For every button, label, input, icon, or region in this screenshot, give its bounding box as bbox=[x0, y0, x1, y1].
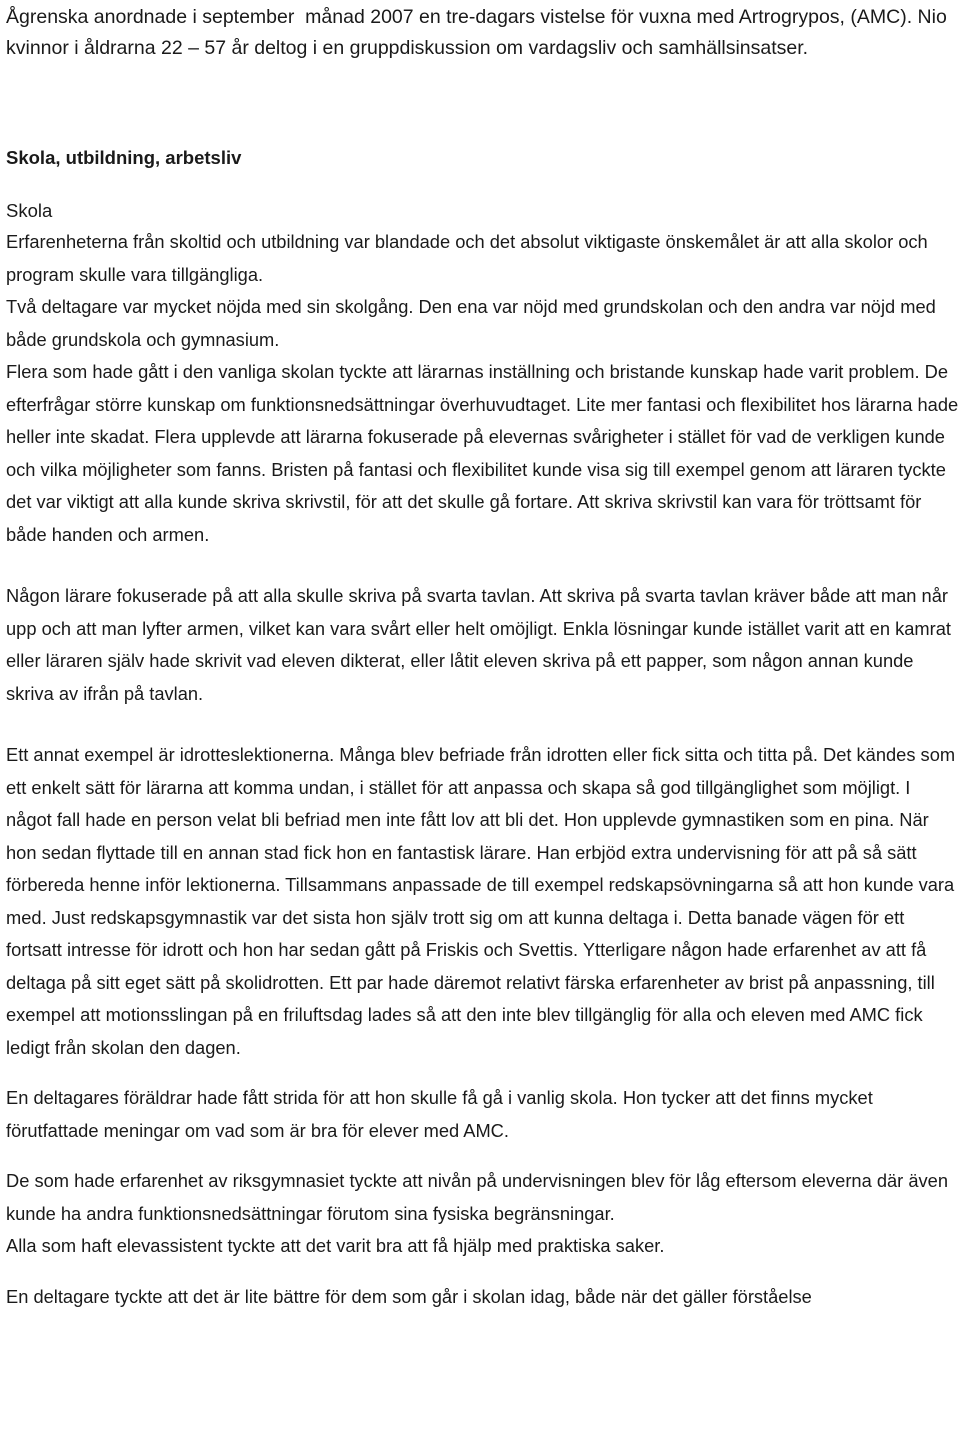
body-text bbox=[6, 226, 960, 1313]
paragraph-1: Erfarenheterna från skoltid och utbildning var blandade och det absolut viktigaste önskemålet är att alla skolor och program skulle vara tillgängliga. bbox=[6, 231, 928, 285]
section-title: Skola, utbildning, arbetsliv bbox=[6, 147, 242, 168]
paragraph-4: Någon lärare fokuserade på att alla skulle skriva på svarta tavlan. Att skriva på svarta tavlan kräver både att man når upp och att man lyfter armen, vilket kan vara svårt eller helt omöjligt. Enkla lösningar kunde istället varit att en kamrat eller läraren själv hade skrivit vad eleven dikterat, eller låtit eleven skriva på ett papper, som någon annan kunde skriva av ifrån på tavlan. bbox=[6, 585, 951, 704]
paragraph-2: Två deltagare var mycket nöjda med sin skolgång. Den ena var nöjd med grundskolan och den andra var nöjd med både grundskola och gymnasium. bbox=[6, 296, 936, 350]
paragraph-5: Ett annat exempel är idrotteslektionerna. Många blev befriade från idrotten eller fick sitta och titta på. Det kändes som ett enkelt sätt för lärarna att komma undan, i stället för att anpassa och skapa så god tillgänglighet som möjligt. I något fall hade en person velat bli befriad men inte fått lov att bli det. Hon upplevde gymnastiken som en pina. När hon sedan flyttade till en annan stad fick hon en fantastisk lärare. Han erbjöd extra undervisning för att på så sätt förbereda henne inför lektionerna. Tillsammans anpassade de till exempel redskapsövningarna så att hon kunde vara med. Just redskapsgymnastik var det sista hon själv trott sig om att kunna deltaga i. Detta banade vägen för ett fortsatt intresse för idrott och hon har sedan gått på Friskis och Svettis. Ytterligare någon hade erfarenhet av att få deltaga på sitt eget sätt på skolidrotten. Ett par hade däremot relativt färska erfarenheter av brist på anpassning, till exempel att motionsslingan på en friluftsdag lades så att den inte blev tillgänglig för alla och eleven med AMC fick ledigt från skolan den dagen. bbox=[6, 744, 956, 1058]
paragraph-7: De som hade erfarenhet av riksgymnasiet tyckte att nivån på undervisningen blev för låg eftersom eleverna där även kunde ha andra funktionsnedsättningar förutom sina fysiska begränsningar. bbox=[6, 1170, 948, 1224]
paragraph-8: Alla som haft elevassistent tyckte att det varit bra att få hjälp med praktiska saker. bbox=[6, 1235, 665, 1256]
paragraph-6: En deltagares föräldrar hade fått strida för att hon skulle få gå i vanlig skola. Hon tycker att det finns mycket förutfattade meningar om vad som är bra för elever med AMC. bbox=[6, 1087, 873, 1141]
document-page bbox=[6, 0, 960, 1313]
paragraph-3: Flera som hade gått i den vanliga skolan tyckte att lärarnas inställning och bristande kunskap hade varit problem. De efterfrågar större kunskap om funktionsnedsättningar överhuvudtaget. Lite mer fantasi och flexibilitet hos lärarna hade heller inte skadat. Flera upplevde att lärarna fokuserade på elevernas svårigheter i stället för vad de verkligen kunde och vilka möjligheter som fanns. Bristen på fantasi och flexibilitet kunde visa sig till exempel genom att läraren tyckte det var viktigt att alla kunde skriva skrivstil, för att det skulle gå fortare. Att skriva skrivstil kan vara för tröttsamt för både handen och armen. bbox=[6, 361, 959, 545]
subheading-skola: Skola bbox=[6, 200, 53, 221]
intro-paragraph: Ågrenska anordnade i september månad 2007 en tre-dagars vistelse för vuxna med Artrogrypos, (AMC). Nio kvinnor i åldrarna 22 – 57 år deltog i en gruppdiskussion om vardagsliv och samhällsinsatser. bbox=[6, 6, 953, 59]
paragraph-9: En deltagare tyckte att det är lite bättre för dem som går i skolan idag, både när det gäller förståelse bbox=[6, 1285, 812, 1307]
